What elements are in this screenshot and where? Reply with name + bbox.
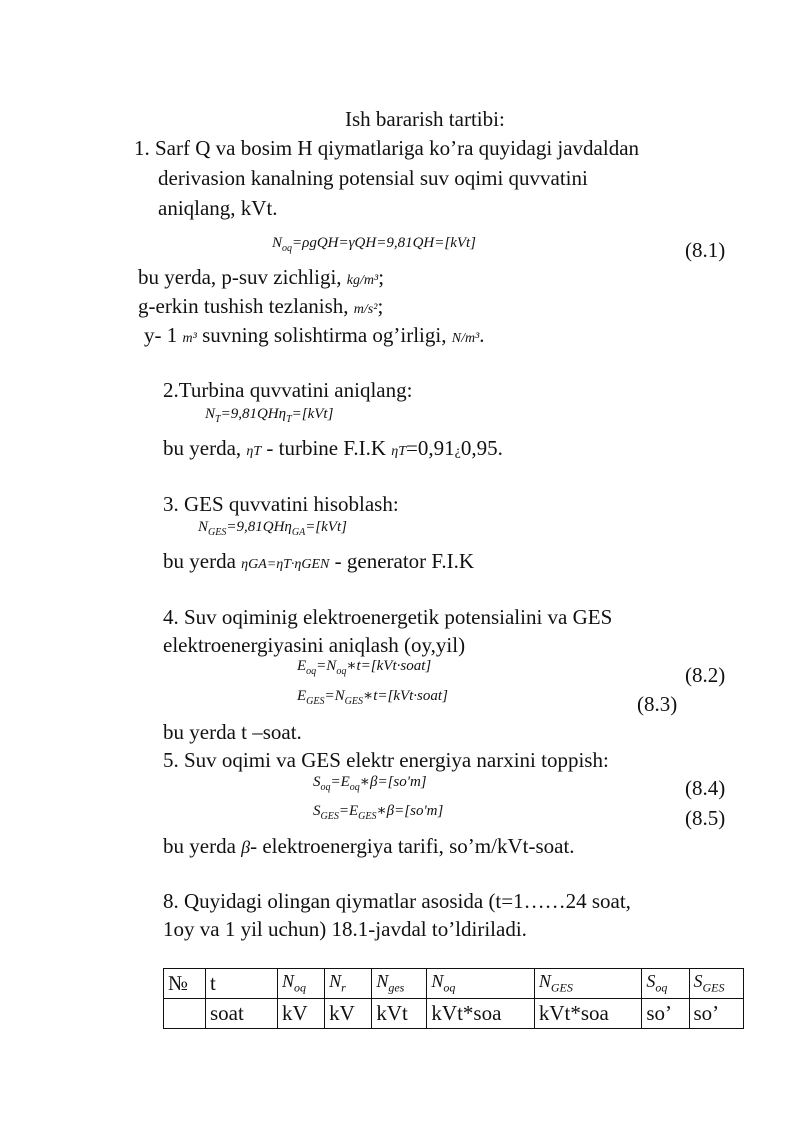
formula-turbine-power: $N_T=9,81QH\eta_T=[kVt]$ (205, 406, 334, 425)
item3-note: bu yerda ηGA=ηT·ηGEN - generator F.I.K (163, 549, 475, 573)
item4-line1: 4. Suv oqiminig elektroenergetik potensialini va GES (163, 605, 613, 629)
item5-heading: 5. Suv oqimi va GES elektr energiya narxini toppish: (163, 748, 609, 772)
item1-line2: derivasion kanalning potensial suv oqimi quvvatini (158, 166, 588, 190)
item4-line2: elektroenergiyasini aniqlash (oy,yil) (163, 633, 466, 657)
item2-heading: 2.Turbina quvvatini aniqlang: (163, 378, 413, 402)
unit-time: soat (206, 999, 278, 1029)
col-number: № (164, 969, 206, 999)
unit-s-oq: so’ (642, 999, 689, 1029)
item3-heading: 3. GES quvvatini hisoblash: (163, 492, 399, 516)
col-s-ges: $S_{GES}$ (689, 969, 744, 999)
unit-n-r: kV (325, 999, 372, 1029)
item2-note: bu yerda, ηT - turbine F.I.K ηT=0,91¿0,95. (163, 436, 503, 460)
unit-s-ges: so’ (689, 999, 744, 1029)
unit-n-ges-energy: kVt*soa (534, 999, 641, 1029)
table-units-row (164, 999, 744, 1029)
formula-8-1: $N_{oq}=\rho gQH=\gamma QH=9,81QH=[kVt]$ (272, 235, 477, 254)
formula-8-5: $S_{GES}=E_{GES}∗\beta=[so'm]$ (313, 803, 444, 822)
col-n-r: $N_r$ (325, 969, 372, 999)
item4-note: bu yerda t –soat. (163, 720, 302, 744)
eq-number-8-4: (8.4) (685, 776, 726, 800)
col-n-ges-energy: $N_{GES}$ (534, 969, 641, 999)
item1-line3: aniqlang, kVt. (158, 196, 278, 220)
formula-8-3: $E_{GES}=N_{GES}∗t=[kVt\cdot soat]$ (297, 688, 448, 707)
item5-note: bu yerda β- elektroenergiya tarifi, so’m/kVt-soat. (163, 834, 575, 858)
item8-line1: 8. Quyidagi olingan qiymatlar asosida (t=1……24 soat, (163, 889, 631, 913)
eq-number-8-3: (8.3) (637, 692, 678, 716)
formula-8-2: $E_{oq}=N_{oq}∗t=[kVt\cdot soat]$ (297, 658, 432, 677)
col-n-ges: $N_{ges}$ (372, 969, 427, 999)
eq-number-8-1: (8.1) (685, 238, 726, 262)
page-title: Ish bararish tartibi: (345, 107, 505, 131)
table-header-row (164, 969, 744, 999)
formula-ges-power: $N_{GES}=9,81QH\eta_{GA}=[kVt]$ (198, 519, 347, 538)
eq-number-8-2: (8.2) (685, 663, 726, 687)
col-s-oq: $S_{oq}$ (642, 969, 689, 999)
col-time: t (206, 969, 278, 999)
results-table (163, 968, 744, 1029)
item1-remark-specific-weight: y- 1 m³ suvning solishtirma og’irligi, N/m³. (144, 323, 485, 347)
unit-n-oq-energy: kVt*soa (427, 999, 534, 1029)
unit-n-ges: kVt (372, 999, 427, 1029)
item1-remark-density: bu yerda, p-suv zichligi, kg/m³; (138, 265, 385, 289)
item1-line1: 1. Sarf Q va bosim H qiymatlariga ko’ra quyidagi javdaldan (134, 136, 640, 160)
formula-8-4: $S_{oq}=E_{oq}∗\beta=[so'm]$ (313, 774, 427, 793)
eq-number-8-5: (8.5) (685, 806, 726, 830)
col-n-oq-energy: $N_{oq}$ (427, 969, 534, 999)
item8-line2: 1oy va 1 yil uchun) 18.1-javdal to’ldiriladi. (163, 917, 527, 941)
col-n-oq: $N_{oq}$ (278, 969, 325, 999)
item1-remark-gravity: g-erkin tushish tezlanish, m/s²; (138, 294, 384, 318)
unit-n-oq: kV (278, 999, 325, 1029)
unit-number (164, 999, 206, 1029)
